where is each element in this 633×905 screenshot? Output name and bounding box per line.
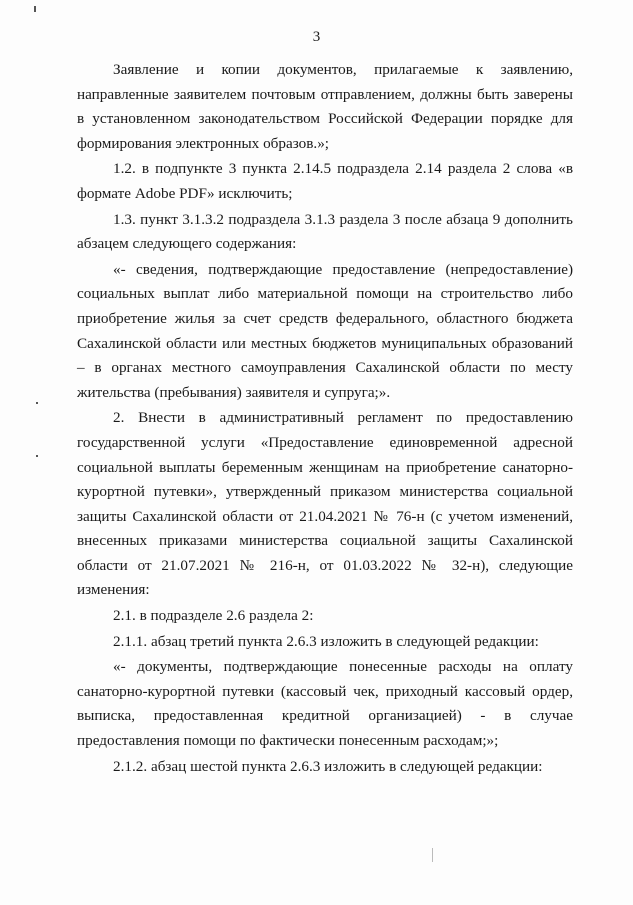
- page-number: 3: [312, 29, 321, 45]
- paragraph: 2. Внести в административный регламент по предоставлению государственной услуги «Предоставление единовременной адресной социальной выплаты беременным женщинам на приобретение санаторно-курортной путевки», утвержденный приказом министерства социальной защиты Сахалинской области от 21.04.2021 № 76-н (с учетом изменений, внесенных приказами министерства социальной защиты Сахалинской области от 21.07.2021 № 216-н, от 01.03.2022 № 32-н), следующие изменения:: [77, 409, 573, 599]
- paragraph: «- сведения, подтверждающие предоставление (непредоставление) социальных выплат либо материальной помощи на строительство либо приобретение жилья за счет средств федерального, областного бюджета Сахалинской области или местных бюджетов муниципальных образований – в органах местного самоуправления Сахалинской области по месту жительства (пребывания) заявителя и супруга;».: [77, 260, 573, 401]
- paragraph: 2.1.1. абзац третий пункта 2.6.3 изложить в следующей редакции:: [113, 632, 539, 650]
- document-body: [77, 58, 573, 779]
- paragraph: 2.1.2. абзац шестой пункта 2.6.3 изложить в следующей редакции:: [113, 757, 543, 775]
- paragraph: 1.2. в подпункте 3 пункта 2.14.5 подраздела 2.14 раздела 2 слова «в формате Adobe PDF» исключить;: [77, 160, 573, 202]
- scan-speck: [36, 455, 38, 457]
- paragraph: Заявление и копии документов, прилагаемые к заявлению, направленные заявителем почтовым отправлением, должны быть заверены в установленном законодательством Российской Федерации порядке для формирования электронных образов.»;: [77, 61, 573, 152]
- scan-speck: [34, 6, 36, 12]
- paragraph: 1.3. пункт 3.1.3.2 подраздела 3.1.3 раздела 3 после абзаца 9 дополнить абзацем следующего содержания:: [77, 210, 573, 253]
- scan-speck: [432, 848, 433, 862]
- paragraph: «- документы, подтверждающие понесенные расходы на оплату санаторно-курортной путевки (кассовый чек, приходный кассовый ордер, выписка, предоставленная кредитной организацией) - в случае предоставления помощи по фактически понесенным расходам;»;: [77, 658, 573, 750]
- paragraph: 2.1. в подразделе 2.6 раздела 2:: [113, 607, 314, 625]
- scan-speck: [36, 402, 38, 404]
